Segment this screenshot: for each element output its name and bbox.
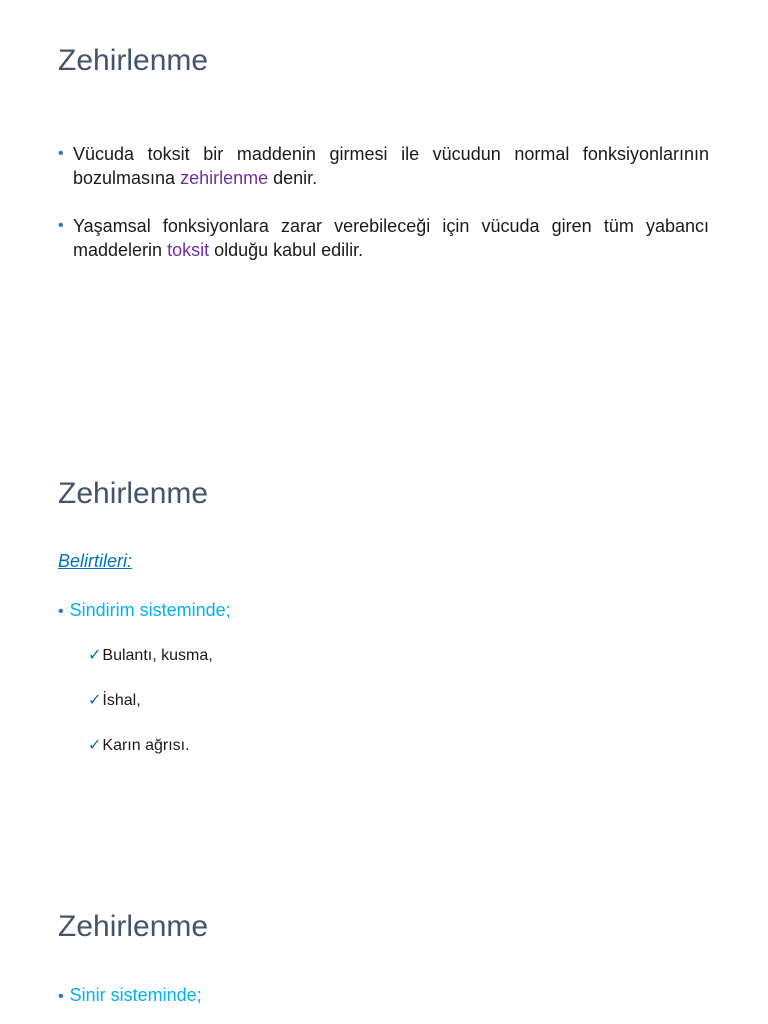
symptom-item-nausea bbox=[88, 645, 213, 667]
bullet-icon: • bbox=[58, 603, 64, 620]
bullet-text-part: Yaşamsal fonksiyonlara zarar verebileceği için vücuda giren tüm yabancı maddelerin bbox=[73, 216, 709, 260]
symptoms-subheading: Belirtileri: bbox=[58, 551, 133, 571]
symptom-item-abdominal-pain bbox=[88, 735, 190, 757]
symptom-text: İshal, bbox=[102, 692, 141, 709]
checkmark-icon: ✓ bbox=[88, 692, 102, 709]
bullet-text bbox=[73, 142, 709, 190]
bullet-text bbox=[73, 214, 709, 262]
digestive-system-bullet bbox=[58, 598, 231, 624]
slide-1-title: Zehirlenme bbox=[58, 44, 209, 77]
bullet-text-part: olduğu kabul edilir. bbox=[209, 240, 364, 260]
highlight-term-zehirlenme: zehirlenme bbox=[180, 168, 269, 188]
slide-1 bbox=[0, 0, 768, 400]
slide-1-bullet-1 bbox=[58, 142, 709, 190]
bullet-icon: • bbox=[58, 988, 64, 1005]
bullet-text: Sinir sisteminde; bbox=[69, 985, 202, 1005]
bullet-text-part: denir. bbox=[268, 168, 318, 188]
symptom-item-diarrhea bbox=[88, 690, 141, 712]
symptom-text: Karın ağrısı. bbox=[102, 737, 190, 754]
slide-1-bullet-2 bbox=[58, 214, 709, 262]
bullet-text-part: Vücuda toksit bir maddenin girmesi ile vücudun normal fonksiyonlarının bozulmasına bbox=[73, 144, 709, 188]
bullet-icon: • bbox=[58, 217, 64, 234]
checkmark-icon: ✓ bbox=[88, 647, 102, 664]
bullet-text: Sindirim sisteminde; bbox=[69, 600, 231, 620]
checkmark-icon: ✓ bbox=[88, 737, 102, 754]
nervous-system-bullet bbox=[58, 983, 202, 1009]
bullet-icon: • bbox=[58, 145, 64, 162]
slide-3-title: Zehirlenme bbox=[58, 910, 209, 943]
slide-2-title: Zehirlenme bbox=[58, 477, 209, 510]
symptom-text: Bulantı, kusma, bbox=[102, 647, 213, 664]
highlight-term-toksit: toksit bbox=[167, 240, 210, 260]
